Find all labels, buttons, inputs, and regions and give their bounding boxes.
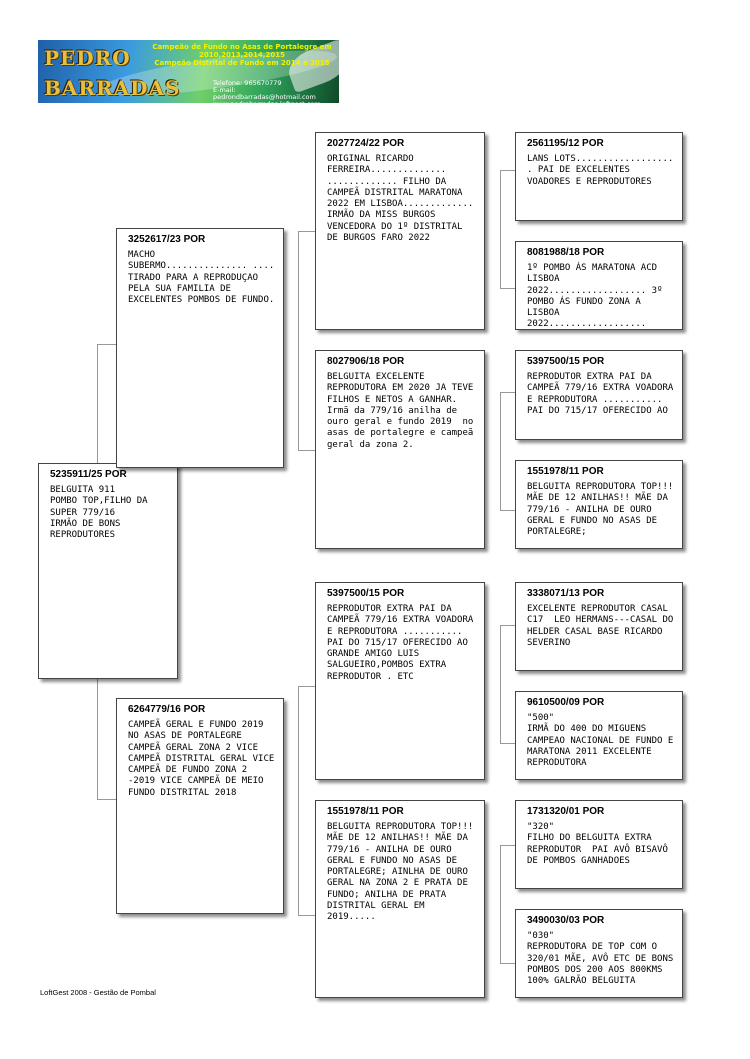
banner-contact: [213, 80, 337, 108]
ring-number: 2027724/22 POR: [327, 138, 405, 149]
ring-number: 1551978/11 POR: [327, 806, 404, 817]
banner-title-line: 2010,2013,2014,2015: [199, 51, 285, 59]
pigeon-description: BELGUITA 911 POMBO TOP,FILHO DA SUPER 779/16 IRMÃO DE BONS REPRODUTORES: [50, 485, 148, 541]
pigeon-description: BELGUITA REPRODUTORA TOP!!! MÃE DE 12 ANILHAS!! MÃE DA 779/16 - ANILHA DE OURO GERAL E FUNDO NO ASAS DE PORTALEGRE; AINLHA DE OURO GERAL NA ZONA 2 E PRATA DE FUNDO; ANILHA DE PRATA DISTRITAL GERAL EM 2019.....: [327, 822, 479, 923]
connector-line: [298, 231, 299, 450]
pedigree-card-ss-dam: [515, 241, 683, 330]
banner-phone: Telefone: 965670779: [213, 79, 282, 87]
connector-line: [97, 344, 116, 345]
pigeon-description: CAMPEÃ GERAL E FUNDO 2019 NO ASAS DE PORTALEGRE CAMPEÃ GERAL ZONA 2 VICE CAMPEÃ DISTRITAL GERAL VICE CAMPEÃ DE FUNDO ZONA 2 -2019 VICE CAMPEÃ DE MEIO FUNDO DISTRITAL 2018: [128, 720, 280, 798]
connector-line: [500, 392, 515, 393]
ring-number: 8027906/18 POR: [327, 356, 405, 367]
ring-number: 2561195/12 POR: [527, 138, 604, 149]
pigeon-description: "320" FILHO DO BELGUITA EXTRA REPRODUTOR PAI AVÔ BISAVÔ DE POMBOS GANHADOES: [527, 822, 668, 866]
connector-line: [500, 625, 501, 743]
pigeon-description: REPRODUTOR EXTRA PAI DA CAMPEÃ 779/16 EXTRA VOADORA E REPRODUTORA ........... PAI DO 715/17 OFERECIDO AO GRANDE AMIGO LUIS SALGUEIRO,POMBOS EXTRA REPRODUTOR . ETC: [327, 604, 479, 682]
connector-line: [298, 231, 315, 232]
ring-number: 3252617/23 POR: [128, 234, 206, 245]
connector-line: [298, 450, 315, 451]
pedigree-card-ds-dam: [515, 691, 683, 780]
pigeon-description: LANS LOTS.................. . PAI DE EXCELENTES VOADORES E REPRODUTORES: [527, 154, 679, 187]
pigeon-description: "030" REPRODUTORA DE TOP COM O 320/01 MÃE, AVÔ ETC DE BONS POMBOS DOS 200 AOS 800KMS 100% GALRÃO BELGUITA: [527, 931, 674, 987]
pigeon-description: BELGUITA EXCELENTE REPRODUTORA EM 2020 JA TEVE FILHOS E NETOS A GANHAR. Irmã da 779/16 anilha de ouro geral e fundo 2019 no asas de portalegre e campeã geral da zona 2.: [327, 372, 479, 450]
ring-number: 1551978/11 POR: [527, 466, 604, 477]
banner-email: E-mail: pedrondbarradas@hotmail.com: [213, 86, 316, 101]
connector-line: [97, 344, 98, 465]
ring-number: 8081988/18 POR: [527, 247, 605, 258]
pedigree-card-dam-dam: [315, 800, 485, 998]
connector-line: [97, 799, 116, 800]
pedigree-card-dd-sire: [515, 800, 683, 889]
banner-name-first: PEDRO: [44, 46, 131, 70]
connector-line: [500, 170, 515, 171]
connector-line: [500, 845, 515, 846]
pedigree-card-subject: [38, 463, 178, 679]
banner-titles: [148, 43, 336, 67]
pedigree-card-dd-dam: [515, 909, 683, 998]
connector-line: [500, 510, 515, 511]
pigeon-description: "500" IRMÃ DO 400 DO MIGUENS CAMPEAO NACIONAL DE FUNDO E MARATONA 2011 EXCELENTE REPRODUTORA: [527, 713, 674, 769]
pedigree-card-sd-dam: [515, 460, 683, 549]
pigeon-description: ORIGINAL RICARDO FERREIRA.............. ............. FILHO DA CAMPEÃ DISTRITAL MARATONA 2022 EM LISBOA............. IRMÃO DA MISS BURGOS VENCEDORA DO 1º DISTRITAL DE BURGOS FARO 2022: [327, 154, 479, 244]
pedigree-card-dam: [116, 698, 284, 914]
pigeon-description: MACHO SUBERMO............... .... TIRADO PARA A REPRODUÇAO PELA SUA FAMILIA DE EXCELENTES POMBOS DE FUNDO.: [128, 250, 280, 306]
ring-number: 5397500/15 POR: [527, 356, 605, 367]
connector-line: [500, 743, 515, 744]
ring-number: 9610500/09 POR: [527, 697, 605, 708]
connector-line: [298, 686, 299, 915]
banner-title-line: Campeão Distrital de Fundo em 2014 e 2015: [154, 59, 330, 67]
connector-line: [298, 686, 315, 687]
footer-credit: LoftGest 2008 - Gestão de Pombal: [40, 988, 156, 997]
pigeon-description: REPRODUTOR EXTRA PAI DA CAMPEÃ 779/16 EXTRA VOADORA E REPRODUTORA ........... PAI DO 715/17 OFERECIDO AO: [527, 372, 679, 416]
pedigree-card-dam-sire: [315, 582, 485, 780]
pedigree-card-ss-sire: [515, 132, 683, 221]
ring-number: 3490030/03 POR: [527, 915, 605, 926]
ring-number: 1731320/01 POR: [527, 806, 605, 817]
pigeon-description: BELGUITA REPRODUTORA TOP!!! MÃE DE 12 ANILHAS!! MÃE DA 779/16 - ANILHA DE OURO GERAL E FUNDO NO ASAS DE PORTALEGRE;: [527, 482, 679, 538]
banner-website: www.pedrobarradas.loftgest.com: [213, 100, 321, 108]
ring-number: 5397500/15 POR: [327, 588, 405, 599]
connector-line: [500, 392, 501, 510]
connector-line: [500, 170, 501, 288]
connector-line: [298, 915, 315, 916]
ring-number: 3338071/13 POR: [527, 588, 605, 599]
connector-line: [500, 845, 501, 963]
pedigree-card-ds-sire: [515, 582, 683, 671]
pedigree-card-sd-sire: [515, 350, 683, 440]
pedigree-card-sire-dam: [315, 350, 485, 549]
pedigree-card-sire-sire: [315, 132, 485, 330]
pedigree-card-sire: [116, 228, 284, 468]
banner-name-last: BARRADAS: [44, 76, 181, 100]
connector-line: [500, 963, 515, 964]
connector-line: [500, 288, 515, 289]
breeder-banner: [38, 40, 339, 108]
ring-number: 5235911/25 POR: [50, 469, 127, 480]
ring-number: 6264779/16 POR: [128, 704, 206, 715]
connector-line: [500, 625, 515, 626]
pigeon-description: 1º POMBO ÁS MARATONA ACD LISBOA 2022.................. 3º POMBO ÁS FUNDO ZONA A LISBOA 2022..................: [527, 263, 668, 330]
banner-title-line: Campeão de Fundo no Asas de Portalegre em: [152, 43, 332, 51]
pigeon-description: EXCELENTE REPRODUTOR CASAL C17 LEO HERMANS---CASAL DO HELDER CASAL BASE RICARDO SEVERINO: [527, 604, 679, 648]
connector-line: [97, 678, 98, 799]
